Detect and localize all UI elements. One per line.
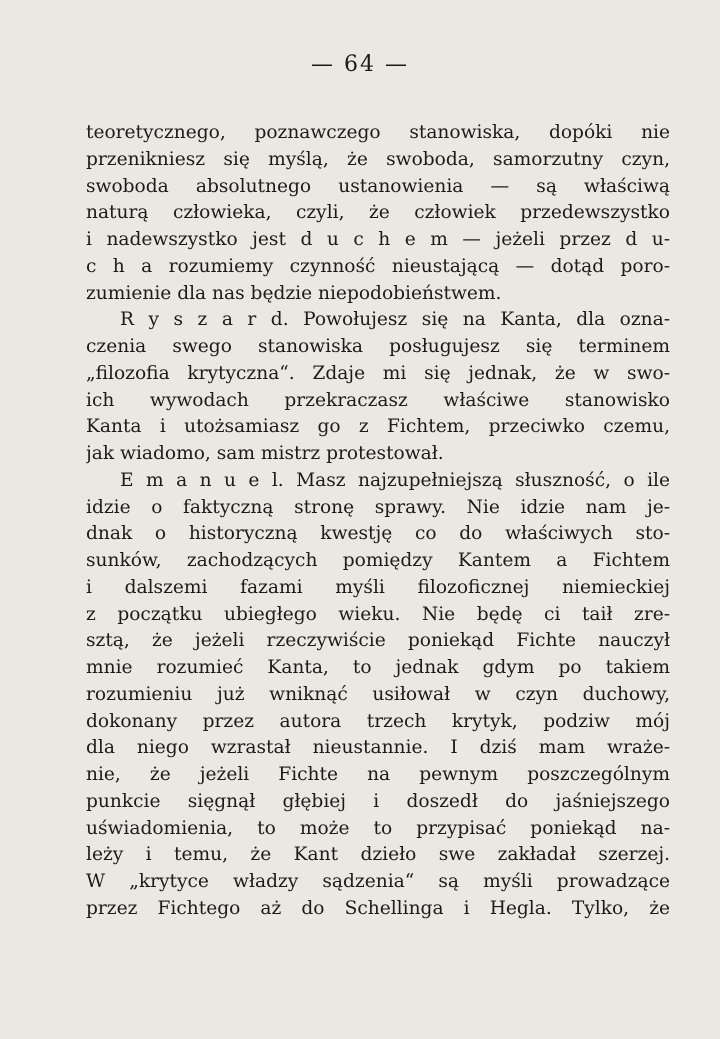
text-line: mnie rozumieć Kanta, to jednak gdym po takiem [86,657,670,678]
text-line: dnak o historyczną kwestję co do właściwych sto- [86,523,670,545]
text-line: przez Fichtego aż do Schellinga i Hegla. Tylko, że [86,897,670,919]
text-line: rozumieniu już wniknąć usiłował w czyn duchowy, [86,683,670,705]
text-line: zumienie dla nas będzie niepodobieństwem. [86,282,502,304]
text-line: jak wiadomo, sam mistrz protestował. [86,443,444,464]
text-line: sunków, zachodzących pomiędzy Kantem a Fichtem [86,550,670,571]
text-line: czenia swego stanowiska posługujesz się terminem [86,336,670,357]
text-line: przenikniesz się myślą, że swoboda, samorzutny czyn, [86,148,670,170]
text-line: leży i temu, że Kant dzieło swe zakładał szerzej. [86,844,670,866]
body-text [86,120,670,923]
text-line: ich wywodach przekraczasz właściwe stanowisko [86,389,670,411]
text-line: nie, że jeżeli Fichte na pewnym poszczególnym [86,764,670,785]
text-line: z początku ubiegłego wieku. Nie będę ci taił zre- [86,603,670,625]
text-line: i nadewszystko jest d u c h e m — jeżeli przez d u- [86,229,670,250]
text-line: swoboda absolutnego ustanowienia — są właściwą [86,175,670,197]
text-line: Kanta i utożsamiasz go z Fichtem, przeciwko czemu, [86,416,670,438]
text-line: R y s z a r d. Powołujesz się na Kanta, dla ozna- [120,309,670,331]
text-line: dokonany przez autora trzech krytyk, podziw mój [86,710,670,732]
page-number: — 64 — [311,52,409,77]
text-line: idzie o faktyczną stronę sprawy. Nie idzie nam je- [86,496,670,518]
text-line: dla niego wzrastał nieustannie. I dziś mam wraże- [86,737,670,759]
text-line: punkcie sięgnął głębiej i doszedł do jaśniejszego [86,790,670,812]
text-line: c h a rozumiemy czynność nieustającą — dotąd poro- [86,255,670,277]
text-line: „filozofia krytyczna“. Zdaje mi się jednak, że w swo- [86,362,670,384]
text-line: teoretycznego, poznawczego stanowiska, dopóki nie [86,122,670,143]
text-line: naturą człowieka, czyli, że człowiek przedewszystko [86,202,670,224]
text-line: W „krytyce władzy sądzenia“ są myśli prowadzące [86,871,670,892]
text-line: uświadomienia, to może to przypisać poniekąd na- [86,817,670,839]
text-line: E m a n u e l. Masz najzupełniejszą słuszność, o ile [120,469,670,491]
text-line: sztą, że jeżeli rzeczywiście poniekąd Fichte nauczył [86,630,670,652]
text-line: i dalszemi fazami myśli filozoficznej niemieckiej [86,576,670,598]
